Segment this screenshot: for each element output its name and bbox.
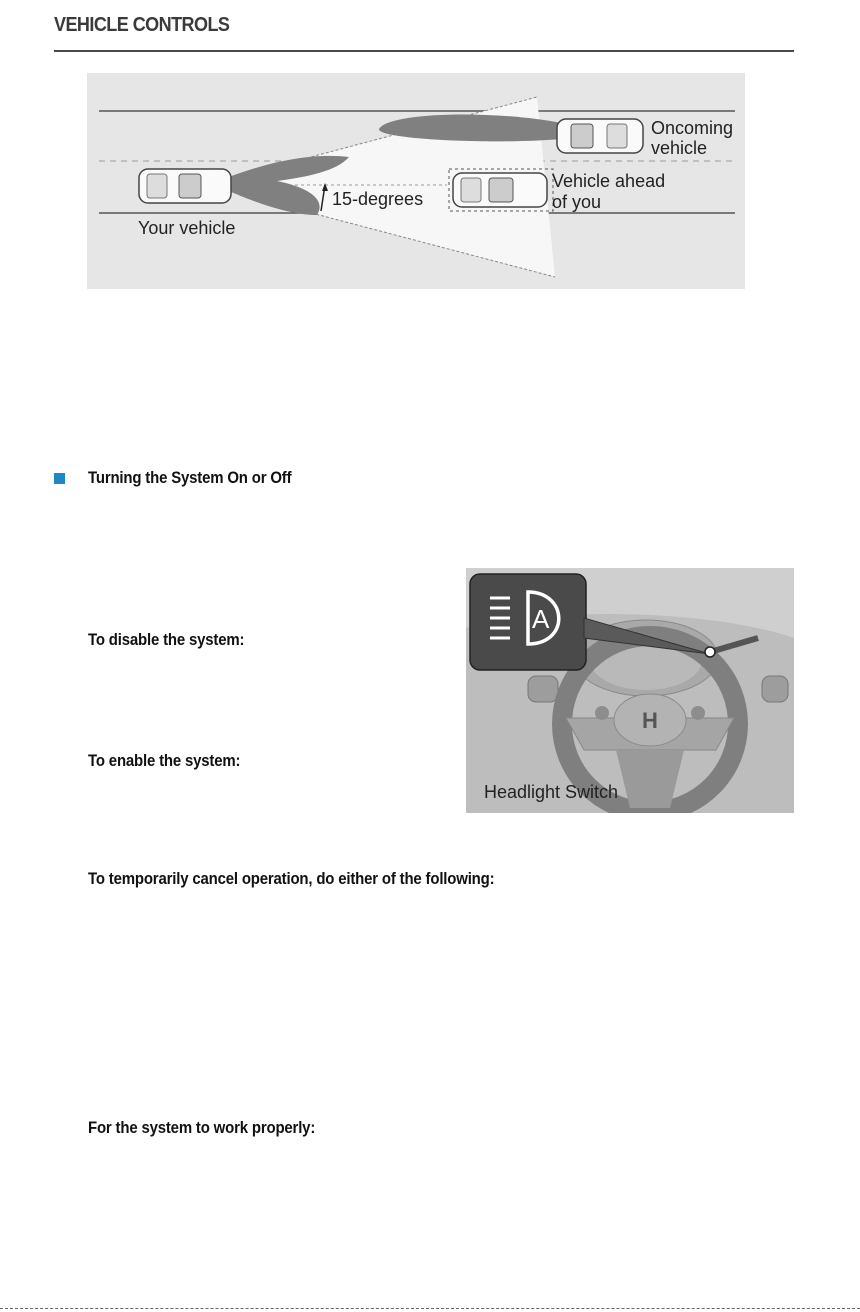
svg-text:H: H (642, 708, 658, 733)
your-vehicle-icon (139, 169, 231, 203)
header-divider (54, 50, 794, 52)
proper-heading: For the system to work properly: (88, 1118, 316, 1137)
oncoming-label-line2: vehicle (651, 138, 708, 158)
angle-label: 15-degrees (332, 189, 424, 209)
page-bottom-edge (0, 1308, 860, 1309)
section-marker-icon (54, 473, 65, 484)
ahead-label-line1: Vehicle ahead (552, 171, 666, 191)
enable-heading: To enable the system: (88, 751, 241, 770)
cancel-heading: To temporarily cancel operation, do either of the following: (88, 869, 495, 888)
disable-heading: To disable the system: (88, 630, 245, 649)
vehicle-ahead-icon (453, 173, 547, 207)
page-header-title: VEHICLE CONTROLS (54, 14, 230, 36)
svg-text:A: A (532, 604, 550, 634)
section-heading: Turning the System On or Off (88, 468, 292, 487)
headlight-switch-caption: Headlight Switch (484, 782, 619, 802)
headlight-switch-illustration (466, 568, 794, 813)
ahead-label-line2: of you (552, 192, 602, 212)
oncoming-label-line1: Oncoming (651, 118, 734, 138)
your-vehicle-label: Your vehicle (138, 218, 236, 238)
oncoming-vehicle-icon (557, 119, 643, 153)
detection-range-illustration (87, 73, 745, 289)
